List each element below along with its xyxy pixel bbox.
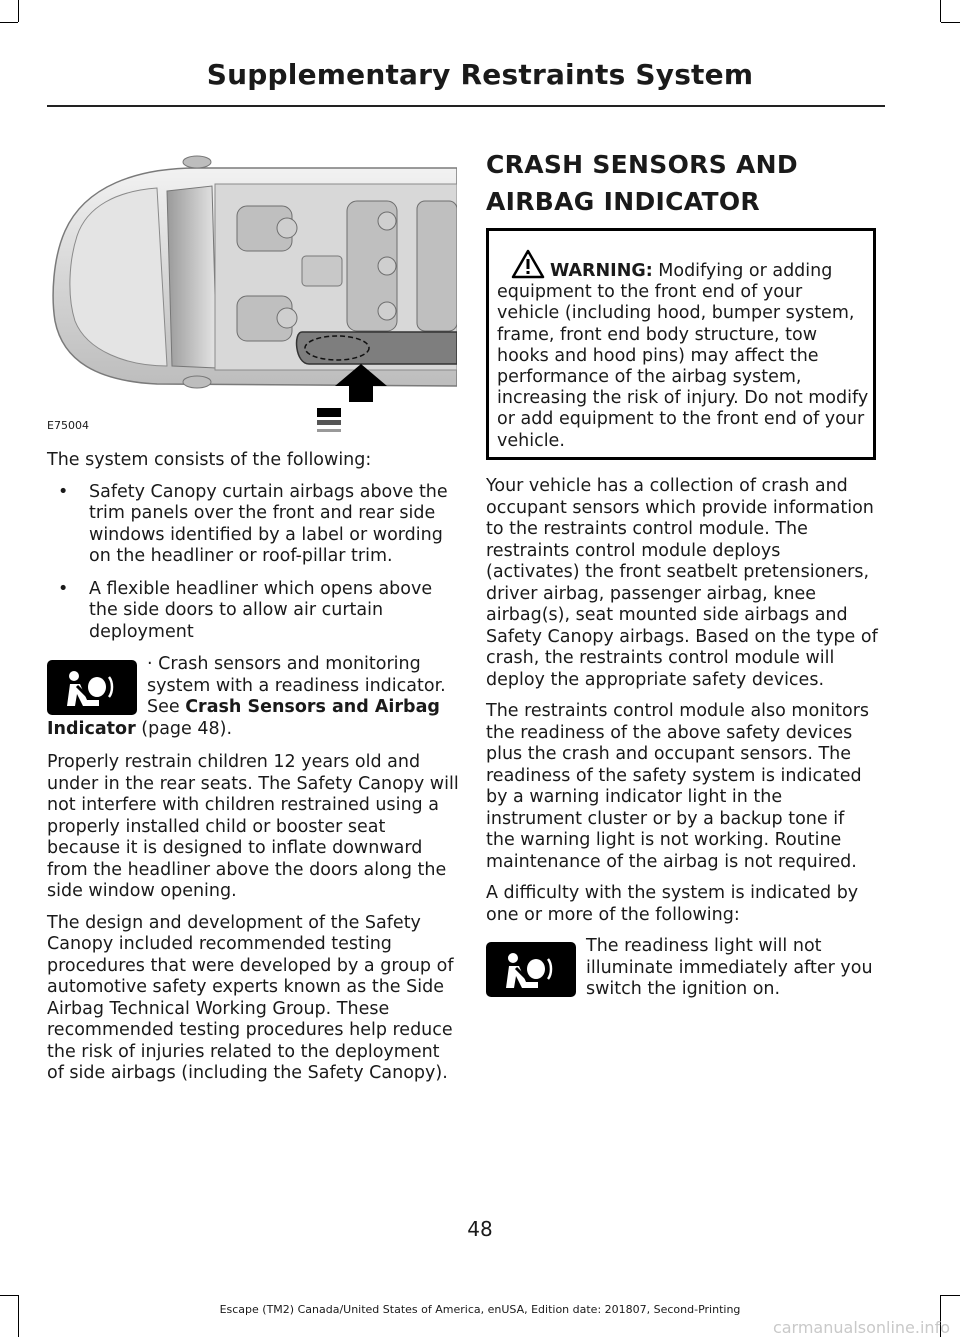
sensors-paragraph: Your vehicle has a collection of crash and occupant sensors which provide information to the restraints control module. The restraints control module deploys (activates) the front seatbelt pretensioners, driver airbag, passenger airbag, knee airbag(s), seat mounted side airbags and Safety Canopy airbags. Based on the type of crash, the restraints control module will deploy the appropriate safety devices.	[486, 476, 878, 690]
readiness-item	[486, 936, 878, 1001]
airbag-warning-icon	[486, 942, 576, 997]
right-column	[486, 476, 878, 1013]
crash-sensor-text: · Crash sensors and monitoring system with a readiness indicator. See	[147, 654, 446, 717]
page-title: Supplementary Restraints System	[206, 58, 754, 91]
warning-label: WARNING:	[550, 261, 653, 281]
intro-text: The system consists of the following:	[47, 450, 372, 470]
heading-line: AIRBAG INDICATOR	[486, 187, 760, 216]
airbag-warning-icon	[47, 660, 137, 715]
list-item: • Safety Canopy curtain airbags above the trim panels over the front and rear side windows identified by a label or wording on the headliner or roof-pillar trim.	[47, 482, 459, 568]
crop-mark	[941, 1295, 960, 1296]
section-heading	[486, 146, 886, 220]
vehicle-top-view-illustration	[47, 146, 457, 438]
page-reference: (page 48).	[135, 718, 233, 739]
crop-mark	[0, 1295, 18, 1296]
crop-mark	[941, 22, 960, 23]
title-divider	[47, 105, 885, 107]
readiness-text: The readiness light will not illuminate immediately after you switch the ignition on.	[586, 936, 873, 999]
heading-line: CRASH SENSORS AND	[486, 150, 798, 179]
cross-reference-link[interactable]: Crash Sensors and Airbag Indicator	[47, 697, 440, 739]
crop-mark	[18, 0, 19, 22]
warning-box	[486, 228, 876, 460]
crop-mark	[18, 1295, 19, 1337]
crash-sensor-item	[47, 654, 459, 740]
component-list	[47, 482, 459, 644]
children-paragraph: Properly restrain children 12 years old and under in the rear seats. The Safety Canopy will not interfere with children restrained using a properly installed child or booster seat because it is designed to inflate downward from the headliner above the doors along the side window opening.	[47, 752, 459, 901]
design-paragraph: The design and development of the Safety Canopy included recommended testing procedures that were developed by a group of automotive safety experts known as the Side Airbag Technical Working Group. These recommended testing procedures help reduce the risk of injuries related to the deployment of side airbags (including the Safety Canopy).	[47, 912, 454, 1083]
crop-mark	[0, 22, 18, 23]
crop-mark	[940, 0, 941, 22]
warning-body: Modifying or adding equipment to the front end of your vehicle (including hood, bumper system, frame, front end body structure, tow hooks and hood pins) may affect the performance of the airbag system, increasing the risk of injury. Do not modify or add equipment to the front end of your vehicle.	[497, 261, 869, 451]
difficulty-paragraph: A difficulty with the system is indicated by one or more of the following:	[486, 883, 859, 925]
monitoring-paragraph: The restraints control module also monitors the readiness of the above safety devices plus the crash and occupant sensors. The readiness of the safety system is indicated by a warning indicator light in the instrument cluster or by a backup tone if the warning light is not working. Routine maintenance of the airbag is not required.	[486, 701, 870, 872]
vehicle-airbag-figure	[47, 146, 457, 438]
watermark: carmanualsonline.info	[772, 1318, 950, 1337]
warning-text	[497, 261, 869, 452]
list-item: • A flexible headliner which opens above the side doors to allow air curtain deployment	[47, 579, 459, 644]
page-number: 48	[467, 1217, 493, 1241]
figure-code: E75004	[47, 419, 89, 432]
footer-edition-note: Escape (TM2) Canada/United States of America, enUSA, Edition date: 201807, Second-Printing	[219, 1303, 741, 1316]
left-column	[47, 450, 459, 1095]
